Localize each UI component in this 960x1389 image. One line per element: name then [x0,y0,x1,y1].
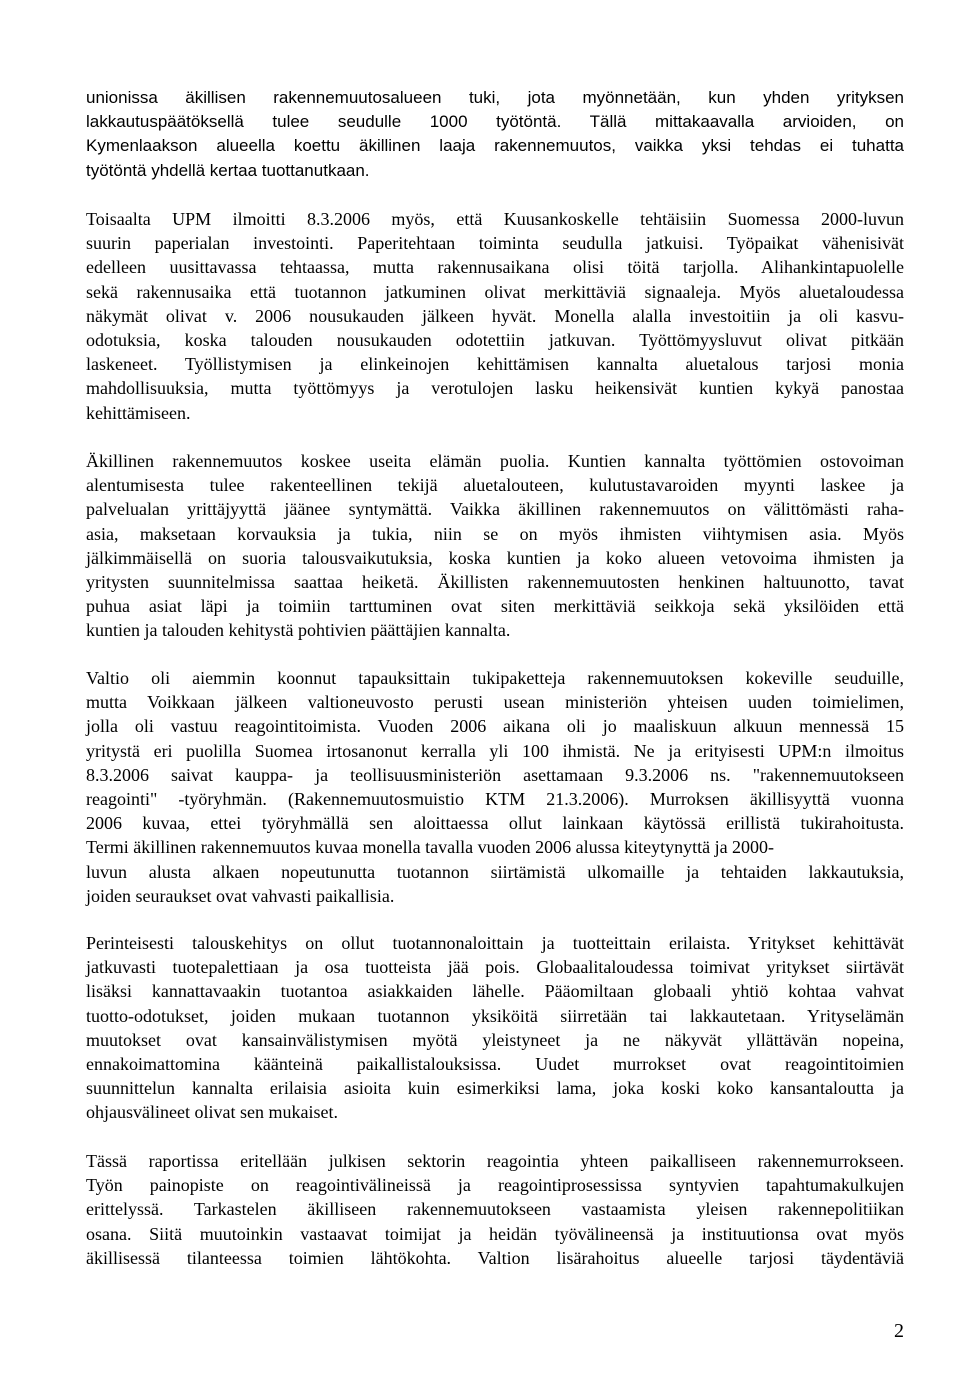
paragraph-line: tuotto-odotukset, joiden mukaan tuotannon yksiköitä siirretään tai lakkautetaan. Yrityselämän [86,1005,904,1026]
paragraph-4 [86,666,904,908]
paragraph-line: Työn painopiste on reagointivälineissä ja reagointiprosessissa syntyvien tapahtumakulkujen [86,1175,904,1196]
paragraph-line: muutokset ovat kansainvälistymisen myötä yleistyneet ja ne näkyvät yllättävän nopeina, [86,1029,904,1050]
paragraph-line: Termi äkillinen rakennemuutos kuvaa monella tavalla vuoden 2006 alussa kiteytynyttä ja 2000- [86,837,775,858]
paragraph-line: unionissa äkillisen rakennemuutosalueen tuki, jota myönnetään, kun yhden yrityksen [86,88,904,107]
paragraph-line: suunnittelun kannalta erilaisia asioita kuin esimerkiksi lama, joka koski koko kansantaloutta ja [86,1078,904,1099]
paragraph-line: lakkautuspäätöksellä tulee seudulle 1000 työtöntä. Tällä mittakaavalla arvioiden, on [86,112,904,132]
paragraph-line: Perinteisesti talouskehitys on ollut tuotannonaloittain ja tuotteittain erilaista. Yritykset kehittävät [86,933,904,953]
paragraph-line: suurin paperialan investointi. Paperitehtaan toiminta seudulla jatkuisi. Työpaikat vähenisivät [86,233,904,254]
paragraph-line: palvelualan yrittäjyyttä jäänee syntymättä. Vaikka äkillinen rakennemuutos on välittömästi raha- [86,499,904,520]
paragraph-line: Valtio oli aiemmin koonnut tapauksittain tukipaketteja rakennemuutoksen kokeville seuduille, [86,668,904,688]
paragraph-line: työtöntä yhdellä kertaa tuottanutkaan. [86,160,370,180]
paragraph-line: 2006 kuvaa, ettei työryhmällä sen aloittaessa ollut lainkaan käytössä erillistä tukirahoitusta. [86,813,904,834]
paragraph-line: reagointi" -työryhmän. (Rakennemuutosmuistio KTM 21.3.2006). Murroksen äkillisyyttä vuonna [86,789,904,810]
paragraph-line: Tässä raportissa eritellään julkisen sektorin reagointia yhteen paikalliseen rakennemurrokseen. [86,1151,904,1171]
paragraph-line: erittelyssä. Tarkastelen äkilliseen rakennemuutokseen vastaamista yleisen rakennepolitiikan [86,1199,904,1220]
paragraph-line: osana. Siitä muutoinkin vastaavat toimijat ja heidän työvälineensä ja instituutionsa ovat myös [86,1223,904,1244]
paragraph-5 [86,931,904,1125]
paragraph-line: näkymät olivat v. 2006 nousukauden jälkeen hyvät. Monella alalla investoitiin ja oli kasvu- [86,305,904,326]
paragraph-line: kuntien ja talouden kehitystä pohtivien päättäjien kannalta. [86,620,511,641]
paragraph-3 [86,449,904,643]
paragraph-line: jolla oli vastuu reagointitoimista. Vuoden 2006 aikana oli jo maaliskuun alkuun mennessä 15 [86,716,904,737]
paragraph-1 [86,86,904,183]
paragraph-line: Äkillinen rakennemuutos koskee useita elämän puolia. Kuntien kannalta työttömien ostovoiman [86,451,904,471]
paragraph-2 [86,207,904,425]
paragraph-line: jälkimmäisellä on suoria talousvaikutuksia, koska kuntien ja koko alueen vetovoima ihmisten ja [86,547,904,568]
paragraph-line: Toisaalta UPM ilmoitti 8.3.2006 myös, että Kuusankoskelle tehtäisiin Suomessa 2000-luvun [86,209,904,229]
paragraph-6 [86,1149,904,1270]
page-number: 2 [894,1320,904,1342]
paragraph-line: ohjausvälineet olivat sen mukaiset. [86,1102,338,1123]
paragraph-line: mahdollisuuksia, mutta työttömyys ja verotulojen lasku heikensivät kuntien kykyä panostaa [86,378,904,399]
paragraph-line: Kymenlaakson alueella koettu äkillinen laaja rakennemuutos, vaikka yksi tehdas ei tuhatta [86,136,904,156]
paragraph-line: asia, maksetaan korvauksia ja tukia, niin se on myös ihmisten viihtymisen asia. Myös [86,523,904,544]
paragraph-line: luvun alusta alkaen nopeutunutta tuotannon siirtämistä ulkomaille ja tehtaiden lakkautuksia, [86,861,904,882]
paragraph-line: alentumisesta tulee rakenteellinen tekijä aluetalouteen, kulutustavaroiden myynti laskee ja [86,475,904,496]
paragraph-line: sekä rakennusaika että tuotannon jatkuminen olivat merkittäviä signaaleja. Myös aluetaloudessa [86,281,904,302]
paragraph-line: edelleen uusittavassa tehtaassa, mutta rakennusaikana olisi töitä tarjolla. Alihankintapuolelle [86,257,904,278]
paragraph-line: yritysten suunnitelmissa saattaa heiketä. Äkillisten rakennemuutosten henkinen haltuunotto, tavat [86,572,904,593]
paragraph-line: odotuksia, koska talouden nousukauden odotettiin jatkuvan. Työttömyysluvut olivat pitkään [86,330,904,351]
paragraph-line: joiden seuraukset ovat vahvasti paikallisia. [86,885,395,906]
paragraph-line: yritystä eri puolilla Suomea irtosanonut kerralla yli 100 ihmistä. Ne ja erityisesti UPM:n ilmoitus [86,740,904,761]
paragraph-line: jatkuvasti tuotepalettiaan ja osa tuotteista jää pois. Globaalitaloudessa toimivat yritykset siirtävät [86,957,904,978]
paragraph-line: mutta Voikkaan jälkeen valtioneuvosto perusti usean ministeriön yhteisen uuden toimielimen, [86,692,904,713]
paragraph-line: kehittämiseen. [86,402,191,423]
paragraph-line: puhua asiat läpi ja toimiin tarttuminen ovat siten merkittäviä seikkoja sekä yksilöiden että [86,596,904,617]
paragraph-line: äkillisessä tilanteessa toimien lähtökohta. Valtion lisärahoitus alueelle tarjosi täydentäviä [86,1247,904,1268]
paragraph-line: lisäksi kannattavaakin tuotantoa asiakkaiden lähelle. Pääomiltaan globaali yhtiö kohtaa vahvat [86,981,904,1002]
paragraph-line: 8.3.2006 saivat kauppa- ja teollisuusministeriön asettamaan 9.3.2006 ns. "rakennemuutokseen [86,764,904,785]
paragraph-line: laskeneet. Työllistymisen ja elinkeinojen kehittämisen kannalta aluetalous tarjosi monia [86,354,904,375]
paragraph-line: ennakoimattomina käänteinä paikallistalouksissa. Uudet murrokset ovat reagointitoimien [86,1054,904,1075]
